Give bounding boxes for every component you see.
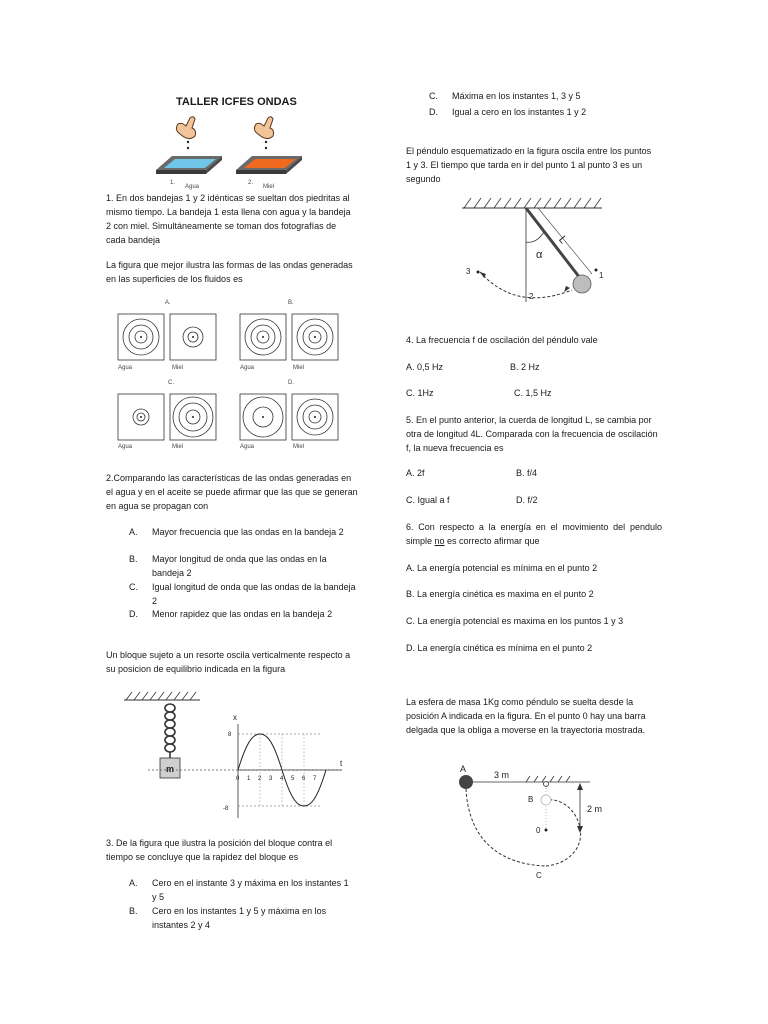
q3-option-c-key: C. <box>429 91 438 101</box>
q3-option-a-key: A. <box>129 878 138 888</box>
question-1-text: 1. En dos bandejas 1 y 2 idénticas se sueltan dos piedritas al mismo tiempo. La bandeja 1 esta llena con agua y la bandeja 2 con miel. Simultáneamente se toman dos fotografías de cada bandeja <box>106 193 351 245</box>
label-0: 0 <box>536 826 541 835</box>
tick-1: 1 <box>247 776 251 782</box>
q2-option-b-text: Mayor longitud de onda que las ondas en la bandeja 2 <box>152 554 327 578</box>
spring-icon <box>165 704 175 758</box>
q4-option-c: C. 1Hz <box>406 388 434 398</box>
label-a: A <box>460 764 467 774</box>
option-d-key: D. <box>288 380 294 386</box>
q2-option-a-key: A. <box>129 527 138 537</box>
tick-7: 7 <box>313 776 317 782</box>
option-b-right: Miel <box>293 365 305 371</box>
point-2-label: 2 <box>529 292 534 301</box>
q6-option-a: A. La energía potencial es mínima en el punto 2 <box>406 563 598 573</box>
q6-option-c: C. La energía potencial es maxima en los puntos 1 y 3 <box>406 616 624 626</box>
q2-option-d-key: D. <box>129 609 138 619</box>
t-axis-label: t <box>340 759 343 768</box>
label-3m: 3 m <box>494 770 510 780</box>
length-label: L <box>556 233 570 247</box>
q5-option-d: D. f/2 <box>516 495 538 505</box>
option-d-right: Miel <box>293 444 305 450</box>
q5-option-a: A. 2f <box>406 468 425 478</box>
tick-0: 0 <box>236 776 240 782</box>
sphere-intro-text: La esfera de masa 1Kg como péndulo se suelta desde la posición A indicada en la figura. En el punto 0 hay una barra delgada que la obliga a moverse en la trayectoria mostrada. <box>406 697 646 735</box>
spring-intro-text: Un bloque sujeto a un resorte oscila verticalmente respecto a su posicion de equilibrio indicada en la figura <box>106 650 351 674</box>
q3-option-b-text: Cero en los instantes 1 y 5 y máxima en los instantes 2 y 4 <box>152 906 327 930</box>
option-d-left: Agua <box>240 444 255 450</box>
tray-water <box>156 156 222 174</box>
q5-option-c: C. Igual a f <box>406 495 450 505</box>
sphere-trajectory-figure <box>450 760 620 885</box>
tick-6: 6 <box>302 776 306 782</box>
point-3-label: 3 <box>466 267 471 276</box>
tray-honey <box>236 156 302 174</box>
q6-text-after: es correcto afirmar que <box>444 536 540 546</box>
q6-option-b: B. La energía cinética es maxima en el punto 2 <box>406 589 594 599</box>
q2-option-d-text: Menor rapidez que las ondas en la bandeja 2 <box>152 609 333 619</box>
q2-option-c-text: Igual longitud de onda que las ondas de la bandeja 2 <box>152 582 356 606</box>
q4-option-d: C. 1,5 Hz <box>514 388 552 398</box>
option-a-key: A. <box>165 300 171 306</box>
hand-icon-1 <box>176 117 195 139</box>
q3-option-a-text: Cero en el instante 3 y máxima en los instantes 1 y 5 <box>152 878 349 902</box>
wave-options-figure <box>112 296 352 456</box>
trays-figure <box>150 112 320 190</box>
spring-graph-figure <box>120 688 352 818</box>
tray-label-agua: Agua <box>185 184 200 190</box>
option-c-right: Miel <box>172 444 184 450</box>
tick-4: 4 <box>280 776 284 782</box>
y-neg-label: -8 <box>223 806 229 812</box>
q3-option-d-key: D. <box>429 107 438 117</box>
block-label: m <box>166 764 175 774</box>
pendulum-figure <box>456 192 606 312</box>
q6-option-d: D. La energía cinética es mínima en el punto 2 <box>406 643 593 653</box>
tick-3: 3 <box>269 776 273 782</box>
pendulum-ball <box>573 275 591 293</box>
time-ticks <box>236 776 317 782</box>
option-c-left: Agua <box>118 444 133 450</box>
q2-option-c-key: C. <box>129 582 138 592</box>
label-2m: 2 m <box>587 804 603 814</box>
hand-icon-2 <box>254 117 273 139</box>
option-c-key: C. <box>168 380 174 386</box>
tray-label-2: 2. <box>248 180 254 186</box>
q2-option-a-text: Mayor frecuencia que las ondas en la bandeja 2 <box>152 527 344 537</box>
point-1-label: 1 <box>599 271 604 280</box>
q6-text-before: 6. Con respecto a la energía en el movimiento del pendulo simple <box>406 522 662 546</box>
label-c: C <box>536 871 542 880</box>
q4-option-b: B. 2 Hz <box>510 362 540 372</box>
q2-option-b-key: B. <box>129 554 138 564</box>
option-b-left: Agua <box>240 365 255 371</box>
tick-5: 5 <box>291 776 295 782</box>
question-1-prompt: La figura que mejor ilustra las formas de las ondas generadas en las superficies de los fluidos es <box>106 260 353 284</box>
x-axis-label: x <box>233 713 237 722</box>
q5-option-b: B. f/4 <box>516 468 538 478</box>
angle-label: α <box>536 249 543 261</box>
question-2-text: 2.Comparando las características de las ondas generadas en el agua y en el aceite se puede afirmar que las que se generan en agua se propagan con <box>106 473 358 511</box>
option-a-left: Agua <box>118 365 133 371</box>
page-title: TALLER ICFES ONDAS <box>176 96 297 108</box>
question-4-text: 4. La frecuencia f de oscilación del péndulo vale <box>406 335 598 345</box>
q3-option-b-key: B. <box>129 906 138 916</box>
label-b: B <box>528 795 534 804</box>
question-3-text: 3. De la figura que ilustra la posición del bloque contra el tiempo se concluye que la rapidez del bloque es <box>106 838 333 862</box>
pendulum-intro-text: El péndulo esquematizado en la figura oscila entre los puntos 1 y 3. El tiempo que tarda en ir del punto 1 al punto 3 es un segundo <box>406 146 652 184</box>
tray-label-1: 1. <box>170 180 176 186</box>
q4-option-a: A. 0,5 Hz <box>406 362 444 372</box>
y-pos-label: 8 <box>228 732 232 738</box>
question-5-text: 5. En el punto anterior, la cuerda de longitud L, se cambia por otra de longitud 4L. Comparada con la frecuencia de oscilación f, la nueva frecuencia es <box>406 415 658 453</box>
q3-option-d-text: Igual a cero en los instantes 1 y 2 <box>452 107 587 117</box>
q3-option-c-text: Máxima en los instantes 1, 3 y 5 <box>452 91 581 101</box>
sphere-ball <box>459 775 473 789</box>
tick-2: 2 <box>258 776 262 782</box>
question-6-text <box>406 520 662 548</box>
option-b-key: B. <box>288 300 294 306</box>
q6-text-underlined: no <box>434 536 445 546</box>
tray-label-miel: Miel <box>263 184 275 190</box>
option-a-right: Miel <box>172 365 184 371</box>
